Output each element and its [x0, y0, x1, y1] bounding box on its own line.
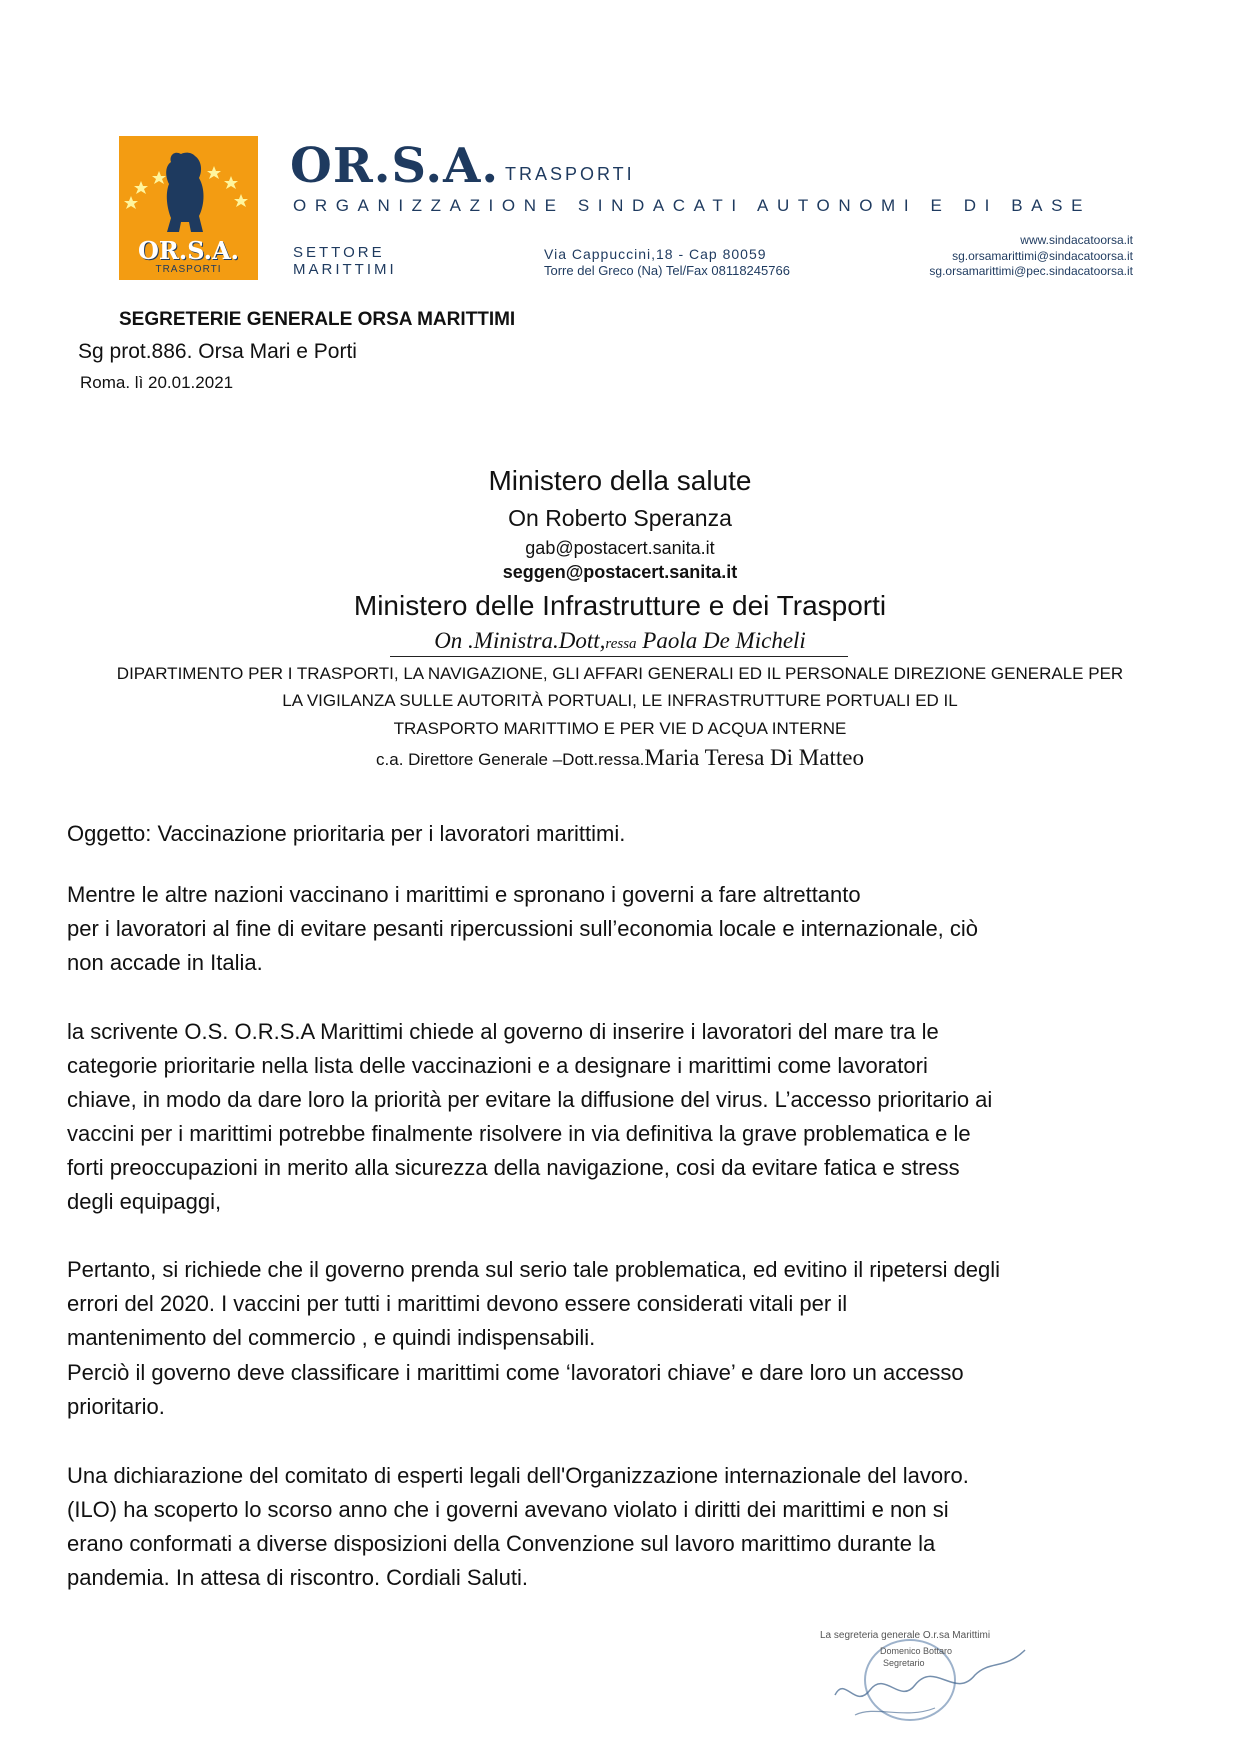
paragraph-1: Mentre le altre nazioni vaccinano i marittimi e spronano i governi a fare altrettanto per i lavoratori al fine di evitare pesanti ripercussioni sull’economia locale e internazionale, ciò non accade in Italia.	[67, 882, 979, 975]
brand-subtitle: TRASPORTI	[505, 164, 635, 184]
signature-name: Domenico Bottaro	[880, 1646, 953, 1656]
bear-stars-icon	[119, 136, 258, 236]
recipient-name: Paola De Micheli	[636, 628, 806, 653]
address-line-2: Torre del Greco (Na) Tel/Fax 08118245766	[544, 263, 790, 278]
attention-line	[0, 745, 1240, 771]
signature-role: Segretario	[883, 1658, 925, 1668]
recipient-title: On .Ministra.Dott,	[434, 628, 606, 653]
email-link[interactable]: sg.orsamarittimi@sindacatoorsa.it	[952, 249, 1133, 263]
logo-text: OR.S.A.	[137, 236, 239, 265]
paragraph-4: Perciò il governo deve classificare i marittimi come ‘lavoratori chiave’ e dare loro un accesso prioritario.	[67, 1360, 964, 1419]
sector-line-1: SETTORE	[293, 244, 385, 261]
sector-line-2: MARITTIMI	[293, 261, 397, 278]
ministry-health-recipient: On Roberto Speranza	[508, 505, 732, 531]
orsa-logo	[119, 136, 258, 280]
ministry-infrastructure-recipient	[0, 628, 1240, 654]
subject-line: Oggetto: Vaccinazione prioritaria per i lavoratori marittimi.	[67, 821, 626, 846]
ministry-health: Ministero della salute	[488, 465, 752, 496]
paragraph-5: Una dichiarazione del comitato di esperti legali dell'Organizzazione internazionale del lavoro. (ILO) ha scoperto lo scorso anno che i governi avevano violato i diritti dei marittimi e non si erano conformati a diverse disposizioni della Convenzione sul lavoro marittimo durante la pandemia. In attesa di riscontro. Cordiali Saluti.	[67, 1463, 969, 1590]
logo-subtext: TRASPORTI	[155, 264, 222, 275]
signature-stamp	[815, 1620, 1045, 1740]
recipient-title-suffix: ressa	[605, 636, 637, 652]
address-line-1: Via Cappuccini,18 - Cap 80059	[544, 246, 767, 262]
attention-name: Maria Teresa Di Matteo	[644, 745, 864, 770]
protocol-number: Sg prot.886. Orsa Mari e Porti	[78, 340, 357, 363]
signature-label: La segreteria generale O.r.sa Marittimi	[820, 1630, 991, 1641]
paragraph-2: la scrivente O.S. O.R.S.A Marittimi chiede al governo di inserire i lavoratori del mare tra le categorie prioritarie nella lista delle vaccinazioni e a designare i marittimi come lavoratori chiave, in modo da dare loro la priorità per evitare la diffusione del virus. L’accesso prioritario ai vaccini per i marittimi potrebbe finalmente risolvere in via definitiva la grave problematica e le forti preoccupazioni in merito alla sicurezza della navigazione, cosi da evitare fatica e stress degli equipaggi,	[67, 1019, 993, 1214]
ministry-infrastructure: Ministero delle Infrastrutture e dei Trasporti	[353, 590, 887, 621]
segreteria-title: SEGRETERIE GENERALE ORSA MARITTIMI	[119, 309, 516, 330]
letter-date: Roma. lì 20.01.2021	[80, 373, 234, 392]
brand-name: OR.S.A.	[290, 138, 500, 194]
recipient-underline	[390, 656, 848, 657]
ministry-health-email-2[interactable]: seggen@postacert.sanita.it	[502, 562, 738, 582]
attention-prefix: c.a. Direttore Generale –Dott.ressa.	[376, 750, 645, 769]
department-line-2: LA VIGILANZA SULLE AUTORITÀ PORTUALI, LE INFRASTRUTTURE PORTUALI ED IL	[282, 691, 958, 710]
paragraph-3: Pertanto, si richiede che il governo prenda sul serio tale problematica, ed evitino il ripetersi degli errori del 2020. I vaccini per tutti i marittimi devono essere considerati vitali per il mantenimento del commercio , e quindi indispensabili.	[67, 1257, 1001, 1350]
department-line-3: TRASPORTO MARITTIMO E PER VIE D ACQUA INTERNE	[393, 719, 847, 738]
department-line-1: DIPARTIMENTO PER I TRASPORTI, LA NAVIGAZIONE, GLI AFFARI GENERALI ED IL PERSONALE DIREZIONE GENERALE PER	[116, 664, 1124, 683]
website-link[interactable]: www.sindacatoorsa.it	[1020, 233, 1133, 247]
pec-email-link[interactable]: sg.orsamarittimi@pec.sindacatoorsa.it	[929, 264, 1133, 278]
ministry-health-email-1[interactable]: gab@postacert.sanita.it	[525, 538, 715, 558]
brand-full-name: ORGANIZZAZIONE SINDACATI AUTONOMI E DI BASE	[293, 196, 1092, 215]
